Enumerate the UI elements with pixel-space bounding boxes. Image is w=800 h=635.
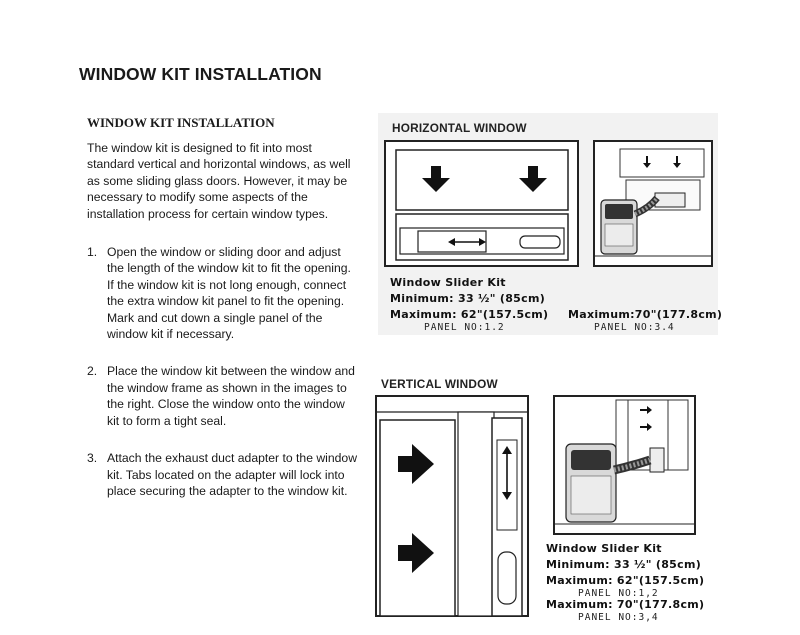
step-text: Attach the exhaust duct adapter to the window kit. Tabs located on the adapter will lock into place securing the adapter to the window kit. [107,451,358,498]
step-number: 2. [87,364,98,379]
vertical-max-label: Maximum: 62"(157.5cm) [546,574,705,587]
vertical-max2-label: Maximum: 70"(177.8cm) [546,598,705,611]
horizontal-kit-label: Window Slider Kit [390,276,506,289]
vertical-panel2-label: PANEL NO:3,4 [578,612,659,623]
vertical-min-label: Minimum: 33 ½" (85cm) [546,558,702,571]
step-text: Open the window or sliding door and adjust the length of the window kit to fit the opening. If the window kit is not long enough, connect the extra window kit panel to fit the opening. Mark and cut down a single panel of the window kit if necessary. [107,245,351,342]
section-title: WINDOW KIT INSTALLATION [87,115,275,130]
vertical-window-heading: VERTICAL WINDOW [381,377,498,391]
step-number: 1. [87,245,98,260]
horizontal-max-label: Maximum: 62"(157.5cm) [390,308,549,321]
horizontal-max2-label: Maximum:70"(177.8cm) [568,308,723,321]
horizontal-panel2-label: PANEL NO:3.4 [594,322,675,333]
horizontal-panel-label: PANEL NO:1.2 [424,322,505,333]
step-text: Place the window kit between the window and the window frame as shown in the images to the right. Close the window onto the window kit to form a tight seal. [107,364,355,428]
intro-paragraph: The window kit is designed to fit into most standard vertical and horizontal windows, as well as some sliding glass doors. However, it may be necessary to modify some aspects of the installation process for certain window types. [87,141,351,221]
vertical-panel-label: PANEL NO:1,2 [578,588,659,599]
horizontal-min-label: Minimum: 33 ½" (85cm) [390,292,546,305]
horizontal-window-heading: HORIZONTAL WINDOW [392,121,527,135]
vertical-kit-label: Window Slider Kit [546,542,662,555]
step-number: 3. [87,451,98,466]
page-title: WINDOW KIT INSTALLATION [79,64,322,84]
